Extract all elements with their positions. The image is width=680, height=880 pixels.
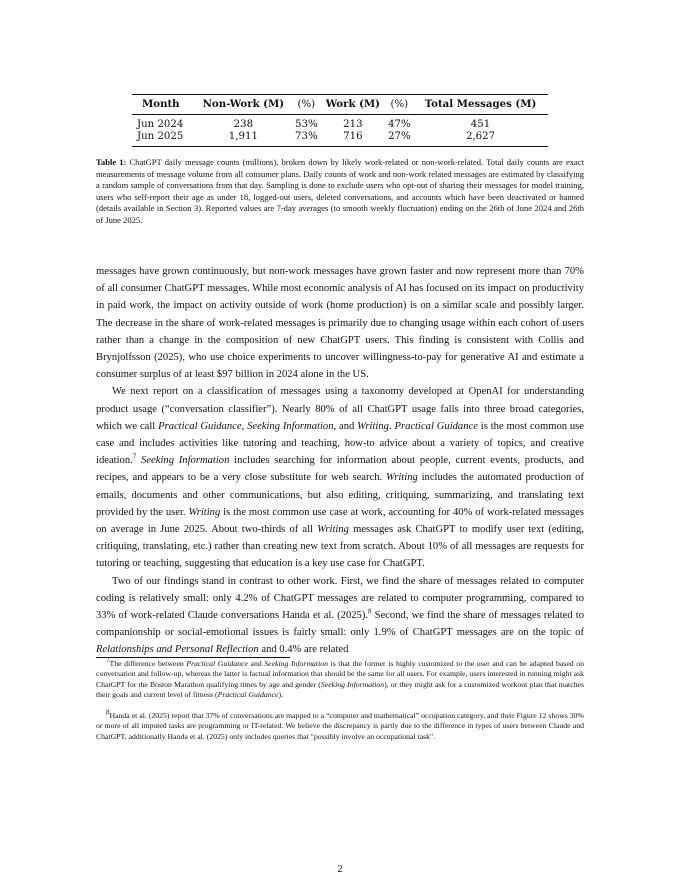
text-run: We next report on a classification of messages using a taxonomy developed at OpenAI for understanding product usage (“conversation classifier”). Nearly 80% of all ChatGPT usage falls into three broad categories, which we call [96,386,584,432]
footnote-mark: 8 [106,708,110,717]
col-total: Total Messages (M) [413,95,548,115]
cell-nonwork: 238 [233,118,254,130]
text-run: is the most common use case and includes activities like tutoring and teaching, how-to advice about a variety of topics, and creative ideation. [96,420,585,467]
text-run: and 0.4% are related [258,644,349,656]
term-seeking-information: Seeking Information [247,420,334,432]
term-writing: Writing [357,420,389,432]
paragraph [96,383,584,572]
text-run: , [241,420,248,432]
text-run: and [247,659,265,668]
text-run: , and [333,420,358,432]
term-writing: Writing [188,506,221,518]
text-run: Two of our findings stand in contrast to other work. First, we find the share of messages related to computer coding is relatively small: only 4.2% of ChatGPT messages are related to computer programming, compared to 33% of work-related Claude conversations Handa et al. (2025). [96,575,584,622]
cell-total: 451 [470,118,491,130]
cell-nonwork: 1,911 [194,131,293,147]
cell-work-pct: 27% [386,131,413,147]
footnote-mark: 7 [106,656,110,665]
term-practical-guidance: Practical Guidance [217,690,279,700]
term-relationships: Relationships and Personal Reflection [96,644,259,656]
footnote-7 [96,656,584,701]
cell-month: Jun 2024 [137,118,184,130]
term-practical-guidance: Practical Guidance [186,659,248,668]
footnote-ref-7[interactable]: 7 [132,452,137,461]
footnote-8 [96,708,584,742]
text-run: Second, we find the share of messages related to companionship or social-emotional issues is fairly small: only 1.9% of ChatGPT messages are on the topic of [96,610,584,639]
col-work: Work (M) [320,95,386,115]
caption-text: ChatGPT daily message counts (millions), broken down by likely work-related or non-work-related. Total daily counts are exact measurements of message volume from all consumer plans. Daily counts of work and non-work related messages are estimated by classifying a random sample of conversations from that day. Sampling is done to exclude users who opt-out of sharing their messages for model training, users who self-report their age as under 18, logged-out users, deleted conversations, and accounts which have been deactivated or banned (details available in Section 3). Reported values are 7-day averages (to smooth weekly fluctuation) ending on the 26th of June 2024 and 26th of June 2025. [96,157,584,225]
term-seeking-information: Seeking Information [141,455,230,467]
col-work-pct: (%) [386,95,413,115]
text-run: is that the former is highly customized to the user and can be adapted based on conversation and follow-up, whereas the latter is factual information that should be the same for all users. For example, users interested in running might ask ChatGPT for the Boston Marathon qualifying times by age and gender ( [96,659,584,689]
body-text [96,263,584,659]
text-run: ), or they might ask for a customized workout plan that matches their goals and current level of fitness ( [96,679,584,700]
cell-total: 2,627 [413,131,548,147]
term-practical-guidance: Practical Guidance [394,420,478,432]
text-run: includes the automated production of emails, documents and other communications, but also editing, critiquing, summarizing, and translating text provided by the user. [96,472,584,518]
term-seeking-information: Seeking Information [264,659,328,668]
cell-work-pct: 47% [388,118,411,130]
table-row [132,131,548,147]
table-row [132,114,548,131]
term-practical-guidance: Practical Guidance [158,420,242,432]
table-header-row [132,95,548,115]
cell-work: 213 [343,118,363,130]
paragraph: messages have grown continuously, but non-work messages have grown faster and now represent more than 70% of all consumer ChatGPT messages. While most economic analysis of AI has focused on its impact on productivity in paid work, the impact on activity outside of work (home production) is on a similar scale and possibly larger. The decrease in the share of work-related messages is primarily due to changing usage within each cohort of users rather than a change in the composition of new ChatGPT users. This finding is consistent with Collis and Brynjolfsson (2025), who use choice experiments to uncover willingness-to-pay for generative AI and estimate a consumer surplus of at least $97 billion in 2024 alone in the US. [96,266,585,381]
cell-nonwork-pct: 73% [293,131,320,147]
text-run: includes searching for information about people, current events, products, and recipes, and appears to be a very close substitute for web search. [96,455,584,484]
col-nonwork: Non-Work (M) [194,95,293,115]
term-writing: Writing [317,524,349,536]
col-nonwork-pct: (%) [293,95,320,115]
cell-nonwork-pct: 53% [294,118,318,130]
col-month: Month [132,95,194,115]
text-run: messages ask ChatGPT to modify user text (editing, critiquing, translating, etc.) rather than creating new text from scratch. About 10% of all messages are requests for tutoring or teaching, suggesting that education is a key use case for ChatGPT. [96,524,584,570]
page-number: 2 [337,864,343,875]
term-writing: Writing [386,472,418,484]
text-run: ). [278,690,284,700]
cell-work: 716 [320,131,386,147]
paragraph [96,573,584,659]
text-run: is the most common use case at work, accounting for 40% of work-related messages on average in June 2025. About two-thirds of all [96,506,584,536]
footnote-ref-8[interactable]: 8 [368,607,372,616]
text-run: The difference between [109,659,187,668]
table-caption [96,157,584,227]
footnote-rule [96,657,290,658]
cell-month: Jun 2025 [132,131,194,147]
text-run: . [388,420,395,432]
text-run: Handa et al. (2025) report that 37% of conversations are mapped to a “computer and mathematical” occupation category, and their Figure 12 shows 30% or more of all imputed tasks are programming or IT-related. We believe the discrepancy is partly due to the difference in types of users between Claude and ChatGPT, additionally Handa et al. (2025) only includes queries that "possibly involve an occupational task". [96,711,584,741]
term-seeking-information: Seeking Information [320,679,385,689]
message-counts-table [132,94,548,147]
caption-label: Table 1: [96,157,127,167]
